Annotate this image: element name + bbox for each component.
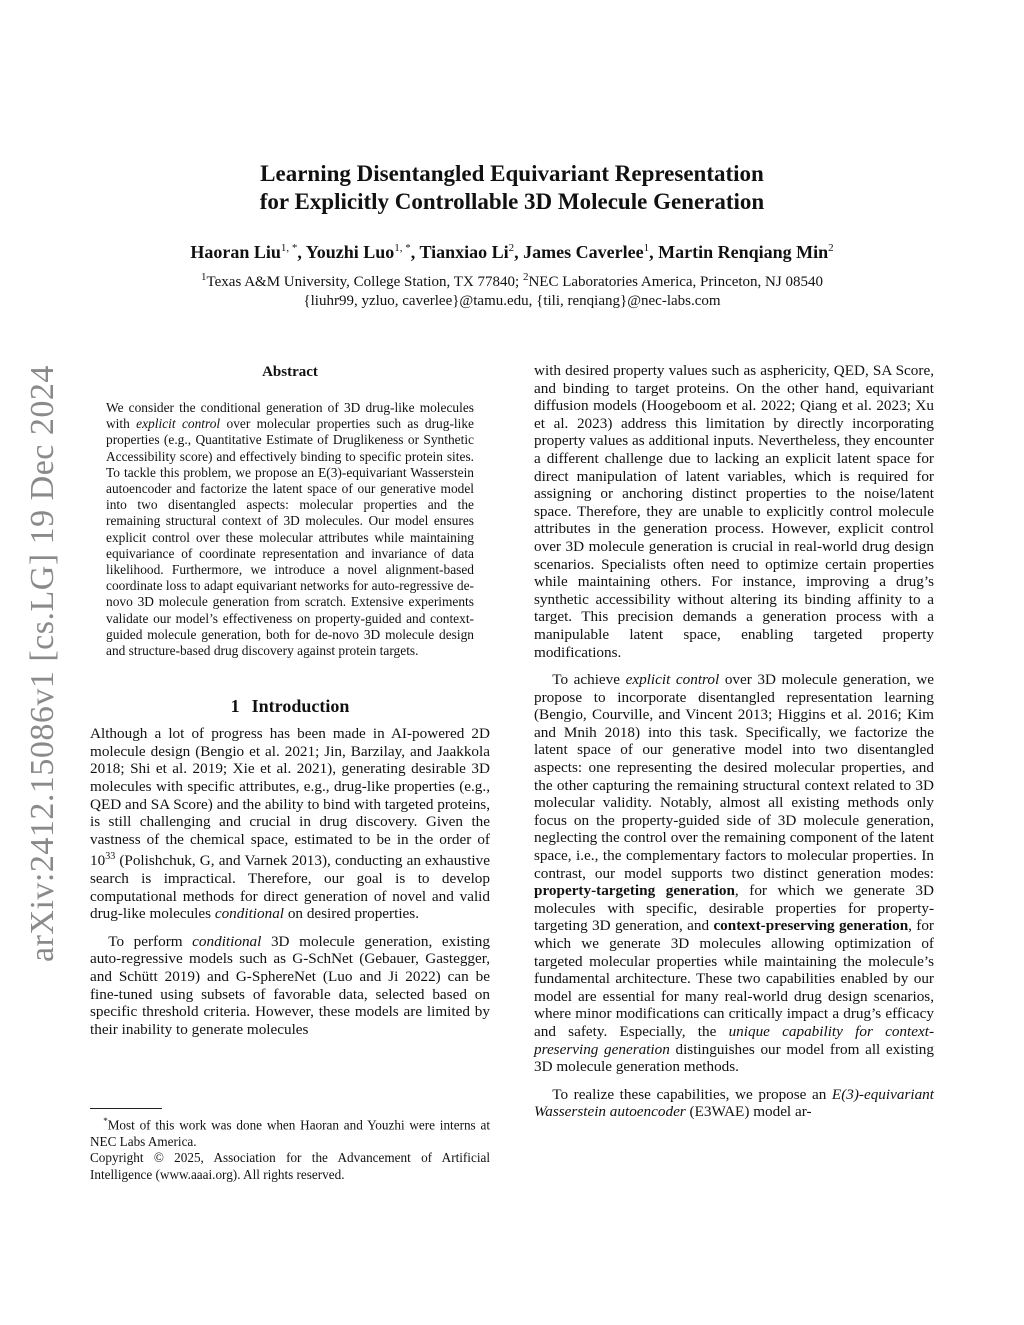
paragraph-text: distinguishes our model from all existing 3D molecule generation methods. xyxy=(534,1040,934,1076)
footnotes xyxy=(90,1113,490,1183)
author-affiliation-mark: 1 xyxy=(643,242,650,254)
abstract-text-span: over molecular properties such as drug-like properties (e.g., Quantitative Estimate of Druglikeness or Synthetic Accessibility score) and effectively binding to specific protein sites. To tackle this problem, we propose an E(3)-equivariant Wasserstein autoencoder and factorize the latent space of our generative model into two disentangled aspects: molecular properties and the remaining structural context of 3D molecules. Our model ensures explicit control over these molecular attributes while maintaining equivariance of coordinate representation and invariance of data likelihood. Furthermore, we introduce a novel alignment-based coordinate loss to adapt equivariant networks for auto-regressive de-novo 3D molecule generation from scratch. Extensive experiments validate our model’s effectiveness on property-guided and context-guided molecule generation, both for de-novo 3D molecule design and structure-based drug discovery against protein targets. xyxy=(106,416,474,659)
intro-paragraph-5 xyxy=(534,1086,934,1121)
paragraph-text: on desired properties. xyxy=(284,905,419,923)
author-separator: , xyxy=(410,242,420,262)
section-title: Introduction xyxy=(251,696,350,717)
paragraph-text: over 3D molecule generation, we propose to incorporate disentangled representation learning (Bengio, Courville, and Vincent 2013; Higgins et al. 2016; Kim and Mnih 2018) into this task. Specifically, we factorize the latent space of our generative model into two disentangled aspects: one representing the desired molecular properties, and the other capturing the remaining structural context related to 3D molecular validity. Notably, almost all existing methods only focus on the property-guided side of 3D molecule generation, neglecting the control over the remaining component of the latent space, i.e., the complementary factors to molecular properties. In contrast, our model supports two distinct generation modes: xyxy=(534,671,934,882)
paragraph-text: (E3WAE) model ar- xyxy=(685,1103,812,1121)
affiliation-mark: 2 xyxy=(522,271,529,283)
abstract-text-span: We consider the conditional generation of 3D drug-like molecules with xyxy=(106,400,474,432)
paragraph-emphasis: E(3)-equivariant Wasserstein autoencoder xyxy=(534,1085,934,1121)
copyright-notice: Copyright © 2025, Association for the Advancement of Artificial Intelligence (www.aaai.org). All rights reserved. xyxy=(90,1150,490,1182)
affiliation-2: NEC Laboratories America, Princeton, NJ 08540 xyxy=(528,274,823,290)
author-name: James Caverlee xyxy=(523,242,644,262)
title-line-2: for Explicitly Controllable 3D Molecule Generation xyxy=(259,189,765,214)
footnote-divider xyxy=(90,1108,162,1109)
right-column xyxy=(534,362,934,1121)
section-number: 1 xyxy=(230,696,240,717)
intro-paragraph-1 xyxy=(90,725,490,923)
intro-paragraph-2 xyxy=(90,933,490,1039)
paragraph-emphasis: conditional xyxy=(192,932,262,950)
author-name: Haoran Liu xyxy=(190,242,281,262)
intro-paragraph-3: with desired property values such as asphericity, QED, SA Score, and binding to target proteins. On the other hand, equivariant diffusion models (Hoogeboom et al. 2022; Qiang et al. 2023; Xu et al. 2023) address this limitation by directly incorporating property values as additional inputs. Nevertheless, they encounter a different challenge due to lacking an explicit latent space for direct manipulation of latent variables, which is required for assigning or anchoring distinct properties to the noise/latent space. Therefore, they are unable to explicitly control molecule attributes in the generation process. However, explicit control over 3D molecule generation is crucial in real-world drug design scenarios. Specialists often need to optimize certain properties while maintaining others. For instance, improving a drug’s synthetic accessibility without altering its binding affinity to a target. This precision demands a generation process with a manipulable latent space, enabling targeted property modifications. xyxy=(534,362,934,661)
paragraph-emphasis: unique capability for context-preserving generation xyxy=(534,1022,934,1058)
paragraph-text: , for which we generate 3D molecules allowing optimization of targeted molecular properties while maintaining the molecule’s fundamental architecture. These two capabilities enabled by our model are essential for many real-world drug design scenarios, where minor modifications can critically impact a drug’s efficacy and safety. Especially, the xyxy=(534,917,934,1040)
author-name: Tianxiao Li xyxy=(419,242,509,262)
paragraph-emphasis: explicit control xyxy=(625,671,720,689)
author-affiliation-mark: 2 xyxy=(828,242,834,254)
author-name: Youzhi Luo xyxy=(305,242,395,262)
arxiv-identifier: arXiv:2412.15086v1 [cs.LG] 19 Dec 2024 xyxy=(24,365,61,962)
abstract-heading: Abstract xyxy=(262,364,318,380)
paragraph-text: To achieve xyxy=(552,671,626,689)
author-affiliation-mark: 1, * xyxy=(280,242,298,254)
author-list xyxy=(90,237,934,263)
paragraph-bold: property-targeting generation xyxy=(534,882,735,900)
abstract-text xyxy=(106,400,474,659)
paragraph-emphasis: conditional xyxy=(214,905,285,923)
exponent: 33 xyxy=(105,851,116,863)
paragraph-text: Although a lot of progress has been made in AI-powered 2D molecule design (Bengio et al. 2021; Jin, Barzilay, and Jaakkola 2018; Shi et al. 2019; Xie et al. 2021), generating desirable 3D molecules with specific attributes, e.g., drug-like properties (e.g., QED and SA Score) and the ability to bind with targeted proteins, is still challenging and crucial in drug discovery. Given the vastness of the chemical space, estimated to be in the order of 10 xyxy=(90,725,490,870)
title-line-1: Learning Disentangled Equivariant Representation xyxy=(260,161,764,186)
author-separator: , xyxy=(297,242,306,262)
author-separator: , xyxy=(514,242,524,262)
left-column xyxy=(90,362,490,1038)
author-affiliation-mark: 1, * xyxy=(394,242,411,254)
section-heading-introduction xyxy=(90,695,490,717)
paragraph-text: To perform xyxy=(108,932,193,950)
affiliation-mark: 1 xyxy=(201,271,207,283)
author-affiliation-mark: 2 xyxy=(508,242,515,254)
author-separator: , xyxy=(649,242,659,262)
paper-title xyxy=(150,160,874,216)
paragraph-text: (Polishchuk, G, and Varnek 2013), conducting an exhaustive search is impractical. Therefore, our goal is to develop computational methods for direct generation of novel and valid drug-like molecules xyxy=(90,852,490,923)
paragraph-bold: context-preserving generation xyxy=(713,917,909,935)
affiliation-1: Texas A&M University, College Station, TX 77840; xyxy=(206,274,523,290)
abstract-emphasis: explicit control xyxy=(136,416,221,432)
author-name: Martin Renqiang Min xyxy=(658,242,829,262)
footnote-text: Most of this work was done when Haoran and Youzhi were interns at NEC Labs America. xyxy=(90,1117,490,1149)
footnote-equal-contribution xyxy=(90,1113,490,1150)
paragraph-text: 3D molecule generation, existing auto-regressive models such as G-SchNet (Gebauer, Gastegger, and Schütt 2019) and G-SphereNet (Luo and Ji 2022) can be fine-tuned using subsets of favorable data, selected based on specific threshold criteria. However, these models are limited by their inability to generate molecules xyxy=(90,932,490,1038)
paragraph-text: To realize these capabilities, we propose an xyxy=(552,1085,832,1103)
footnote-mark: * xyxy=(103,1116,108,1126)
intro-paragraph-4 xyxy=(534,671,934,1076)
affiliation-line xyxy=(90,268,934,292)
author-emails: {liuhr99, yzluo, caverlee}@tamu.edu, {tili, renqiang}@nec-labs.com xyxy=(303,293,721,309)
affiliations xyxy=(90,268,934,311)
paragraph-text: , for which we generate 3D molecules with specific, desirable properties for property-targeting 3D generation, and xyxy=(534,882,934,935)
